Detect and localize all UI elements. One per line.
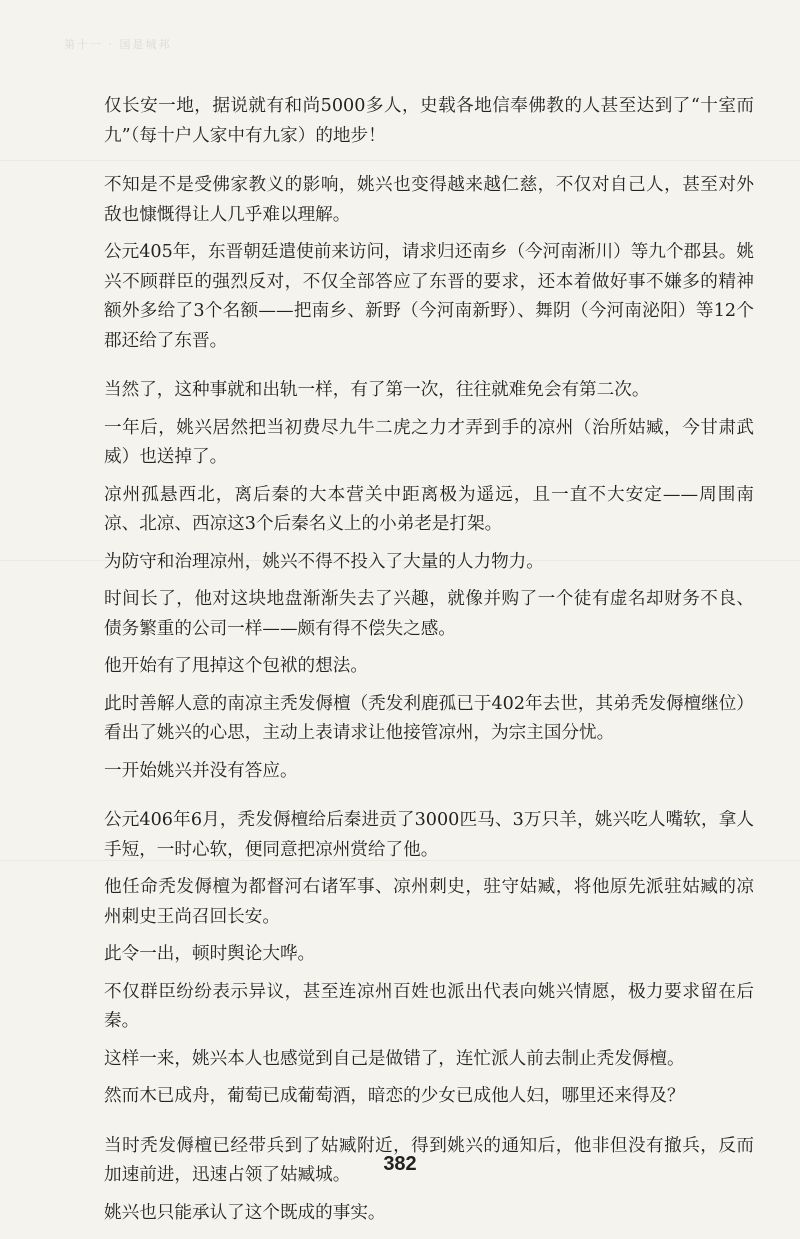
running-header bbox=[64, 36, 172, 52]
paragraph: 当然了，这种事就和出轨一样，有了第一次，往往就难免会有第二次。 bbox=[104, 380, 650, 400]
paragraph: 不知是不是受佛家教义的影响，姚兴也变得越来越仁慈，不仅对自己人，甚至对外敌也慷慨得让人几乎难以理解。 bbox=[104, 175, 754, 225]
running-header-text: 第十一 · 国是城邦 bbox=[64, 38, 172, 51]
paragraph: 姚兴也只能承认了这个既成的事实。 bbox=[104, 1202, 386, 1223]
paragraph: 公元405年，东晋朝廷遣使前来访问，请求归还南乡（今河南淅川）等九个郡县。姚兴不顾群臣的强烈反对，不仅全部答应了东晋的要求，还本着做好事不嫌多的精神额外多给了3个名额——把南乡、新野（今河南新野）、舞阴（今河南泌阳）等12个郡还给了东晋。 bbox=[104, 242, 754, 351]
paragraph: 一年后，姚兴居然把当初费尽九牛二虎之力才弄到手的凉州（治所姑臧，今甘肃武威）也送掉了。 bbox=[104, 417, 754, 467]
paragraph: 不仅群臣纷纷表示异议，甚至连凉州百姓也派出代表向姚兴情愿，极力要求留在后秦。 bbox=[104, 981, 754, 1031]
paragraph: 然而木已成舟，葡萄已成葡萄酒，暗恋的少女已成他人妇，哪里还来得及？ bbox=[104, 1086, 685, 1106]
paragraph: 时间长了，他对这块地盘渐渐失去了兴趣，就像并购了一个徒有虚名却财务不良、债务繁重的公司一样——颇有得不偿失之感。 bbox=[104, 589, 754, 639]
paragraph: 公元406年6月，秃发傉檀给后秦进贡了3000匹马、3万只羊，姚兴吃人嘴软，拿人手短，一时心软，便同意把凉州赏给了他。 bbox=[104, 810, 754, 860]
paragraph: 此时善解人意的南凉主秃发傉檀（秃发利鹿孤已于402年去世，其弟秃发傉檀继位）看出了姚兴的心思，主动上表请求让他接管凉州，为宗主国分忧。 bbox=[104, 693, 754, 743]
paragraph: 凉州孤悬西北，离后秦的大本营关中距离极为遥远，且一直不大安定——周围南凉、北凉、西凉这3个后秦名义上的小弟老是打架。 bbox=[104, 484, 754, 534]
paragraph: 为防守和治理凉州，姚兴不得不投入了大量的人力物力。 bbox=[104, 551, 544, 572]
page-number: 382 bbox=[383, 1153, 417, 1175]
paragraph: 一开始姚兴并没有答应。 bbox=[104, 760, 298, 781]
body-text bbox=[104, 92, 754, 1236]
paragraph: 他任命秃发傉檀为都督河右诸军事、凉州刺史，驻守姑臧，将他原先派驻姑臧的凉州刺史王尚召回长安。 bbox=[104, 877, 754, 927]
paragraph: 他开始有了甩掉这个包袱的想法。 bbox=[104, 656, 368, 676]
paragraph: 当时秃发傉檀已经带兵到了姑臧附近，得到姚兴的通知后，他非但没有撤兵，反而加速前进，迅速占领了姑臧城。 bbox=[104, 1135, 754, 1185]
paragraph: 此令一出，顿时舆论大哗。 bbox=[104, 944, 316, 964]
paragraph: 仅长安一地，据说就有和尚5000多人，史载各地信奉佛教的人甚至达到了“十室而九”（每十户人家中有九家）的地步！ bbox=[104, 96, 754, 146]
paragraph: 这样一来，姚兴本人也感觉到自己是做错了，连忙派人前去制止秃发傉檀。 bbox=[104, 1048, 685, 1069]
